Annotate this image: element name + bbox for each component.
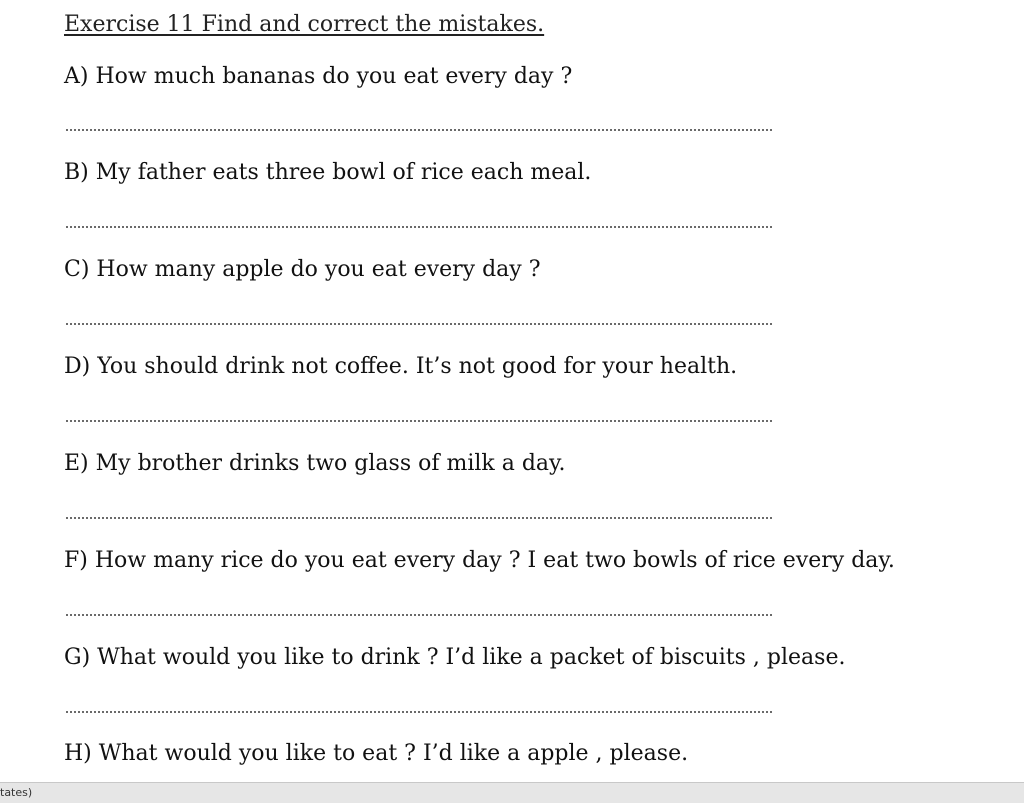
exercise-item-d: D) You should drink not coffee. It’s not good for your health. — [64, 354, 738, 379]
exercise-item-c: C) How many apple do you eat every day ? — [64, 257, 541, 282]
answer-line-f[interactable] — [66, 614, 772, 616]
exercise-item-h: H) What would you like to eat ? I’d like a apple , please. — [64, 741, 689, 766]
status-bar — [0, 782, 1024, 803]
exercise-item-g: G) What would you like to drink ? I’d like a packet of biscuits , please. — [64, 645, 846, 670]
exercise-item-b: B) My father eats three bowl of rice each meal. — [64, 160, 592, 185]
answer-line-e[interactable] — [66, 517, 772, 519]
answer-line-d[interactable] — [66, 420, 772, 422]
exercise-item-a: A) How much bananas do you eat every day ? — [64, 64, 573, 89]
answer-line-g[interactable] — [66, 711, 772, 713]
exercise-title: Exercise 11 Find and correct the mistakes. — [64, 12, 545, 37]
status-bar-text: tates) — [0, 786, 33, 799]
answer-line-c[interactable] — [66, 323, 772, 325]
answer-line-a[interactable] — [66, 129, 772, 131]
exercise-item-f: F) How many rice do you eat every day ? I eat two bowls of rice every day. — [64, 548, 895, 573]
exercise-item-e: E) My brother drinks two glass of milk a day. — [64, 451, 566, 476]
answer-line-b[interactable] — [66, 226, 772, 228]
